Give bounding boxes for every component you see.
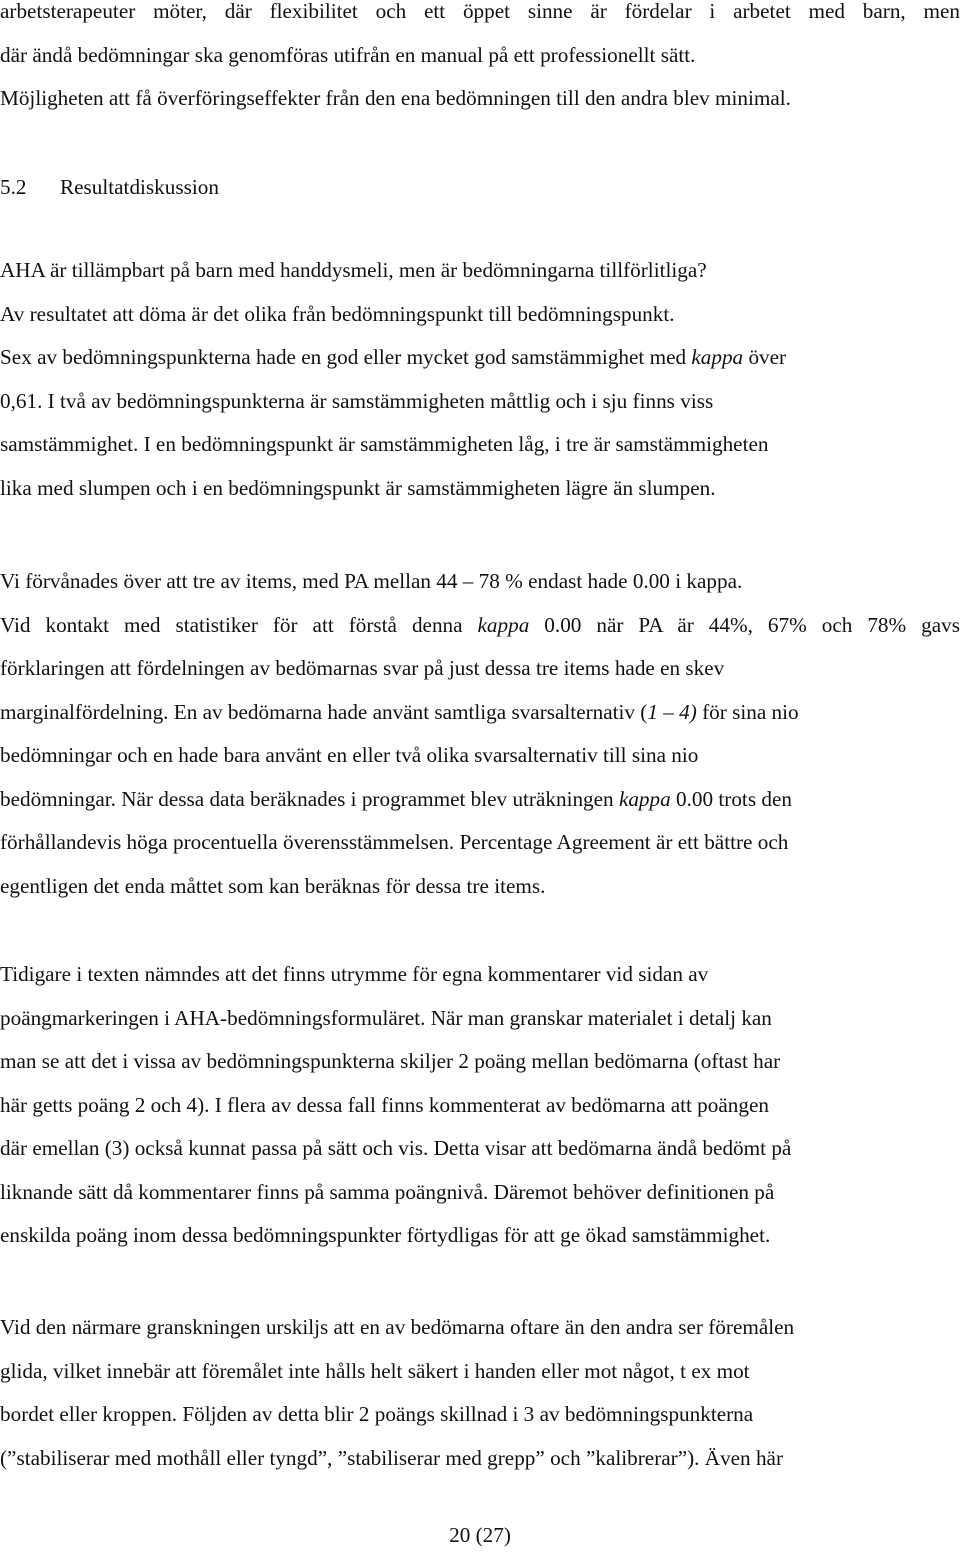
italic-term: kappa <box>691 345 744 369</box>
text-run: 0.00 trots den <box>670 786 792 811</box>
text-line: lika med slumpen och i en bedömningspunkt är samstämmigheten lägre än slumpen. <box>0 475 716 500</box>
text-line <box>0 336 960 380</box>
italic-term: 1 – 4) <box>647 699 697 724</box>
paragraph-results <box>0 249 960 510</box>
text-line: där ändå bedömningar ska genomföras utifrån en manual på ett professionellt sätt. <box>0 42 696 67</box>
text-line: Vid den närmare granskningen urskiljs att en av bedömarna oftare än den andra ser föremålen <box>0 1315 795 1339</box>
intro-paragraph <box>0 0 960 121</box>
text-line: egentligen det enda måttet som kan beräknas för dessa tre items. <box>0 873 546 898</box>
section-heading <box>0 169 219 205</box>
paragraph-kappa <box>0 560 960 908</box>
text-line <box>0 778 960 822</box>
text-line: man se att det i vissa av bedömningspunkterna skiljer 2 poäng mellan bedömarna (oftast har <box>0 1049 781 1073</box>
text-line: förhållandevis höga procentuella överensstämmelsen. Percentage Agreement är ett bättre och <box>0 830 789 854</box>
section-number: 5.2 <box>0 175 27 199</box>
italic-term: kappa <box>618 786 671 811</box>
text-run: marginalfördelning. En av bedömarna hade använt samtliga svarsalternativ ( <box>0 699 648 724</box>
text-line: Av resultatet att döma är det olika från bedömningspunkt till bedömningspunkt. <box>0 301 675 326</box>
paragraph-comments <box>0 953 960 1258</box>
text-line: Vi förvånades över att tre av items, med PA mellan 44 – 78 % endast hade 0.00 i kappa. <box>0 569 743 593</box>
page-number: 20 (27) <box>449 1523 511 1547</box>
text-line: förklaringen att fördelningen av bedömarnas svar på just dessa tre items hade en skev <box>0 656 725 680</box>
text-run: för sina nio <box>696 699 799 724</box>
text-line: liknande sätt då kommentarer finns på samma poängnivå. Däremot behöver definitionen på <box>0 1179 775 1204</box>
text-line: bordet eller kroppen. Följden av detta blir 2 poängs skillnad i 3 av bedömningspunkterna <box>0 1402 754 1426</box>
text-line: poängmarkeringen i AHA-bedömningsformuläret. När man granskar materialet i detalj kan <box>0 1005 772 1030</box>
text-line: samstämmighet. I en bedömningspunkt är samstämmigheten låg, i tre är samstämmigheten <box>0 432 769 456</box>
text-line: där emellan (3) också kunnat passa på sätt och vis. Detta visar att bedömarna ändå bedömt på <box>0 1136 792 1160</box>
section-title: Resultatdiskussion <box>60 175 219 199</box>
text-line: arbetsterapeuter möter, där flexibilitet och ett öppet sinne är fördelar i arbetet med barn, men <box>0 0 960 23</box>
text-line <box>0 604 960 648</box>
text-line: (”stabiliserar med mothåll eller tyngd”, ”stabiliserar med grepp” och ”kalibrerar”). Även här <box>0 1445 784 1470</box>
text-line: glida, vilket innebär att föremålet inte hålls helt säkert i handen eller mot något, t ex mot <box>0 1358 750 1383</box>
text-run: Vid kontakt med statistiker för att förstå denna <box>0 612 478 637</box>
text-line: bedömningar och en hade bara använt en eller två olika svarsalternativ till sina nio <box>0 743 699 767</box>
text-run: 0.00 när PA är 44%, 67% och 78% gavs <box>529 612 960 637</box>
text-run: Sex av bedömningspunkterna hade en god eller mycket god samstämmighet med <box>0 345 692 369</box>
text-line <box>0 691 960 735</box>
text-line: Möjligheten att få överföringseffekter från den ena bedömningen till den andra blev minimal. <box>0 86 791 110</box>
text-run: över <box>743 345 787 369</box>
text-line: 0,61. I två av bedömningspunkterna är samstämmigheten måttlig och i sju finns viss <box>0 388 714 413</box>
text-line: här getts poäng 2 och 4). I flera av dessa fall finns kommenterat av bedömarna att poängen <box>0 1092 769 1117</box>
paragraph-examination <box>0 1306 960 1480</box>
text-line: enskilda poäng inom dessa bedömningspunkter förtydligas för att ge ökad samstämmighet. <box>0 1223 771 1247</box>
italic-term: kappa <box>477 612 530 637</box>
text-run: bedömningar. När dessa data beräknades i programmet blev uträkningen <box>0 786 619 811</box>
text-line: Tidigare i texten nämndes att det finns utrymme för egna kommentarer vid sidan av <box>0 962 709 986</box>
text-line: AHA är tillämpbart på barn med handdysmeli, men är bedömningarna tillförlitliga? <box>0 258 707 282</box>
